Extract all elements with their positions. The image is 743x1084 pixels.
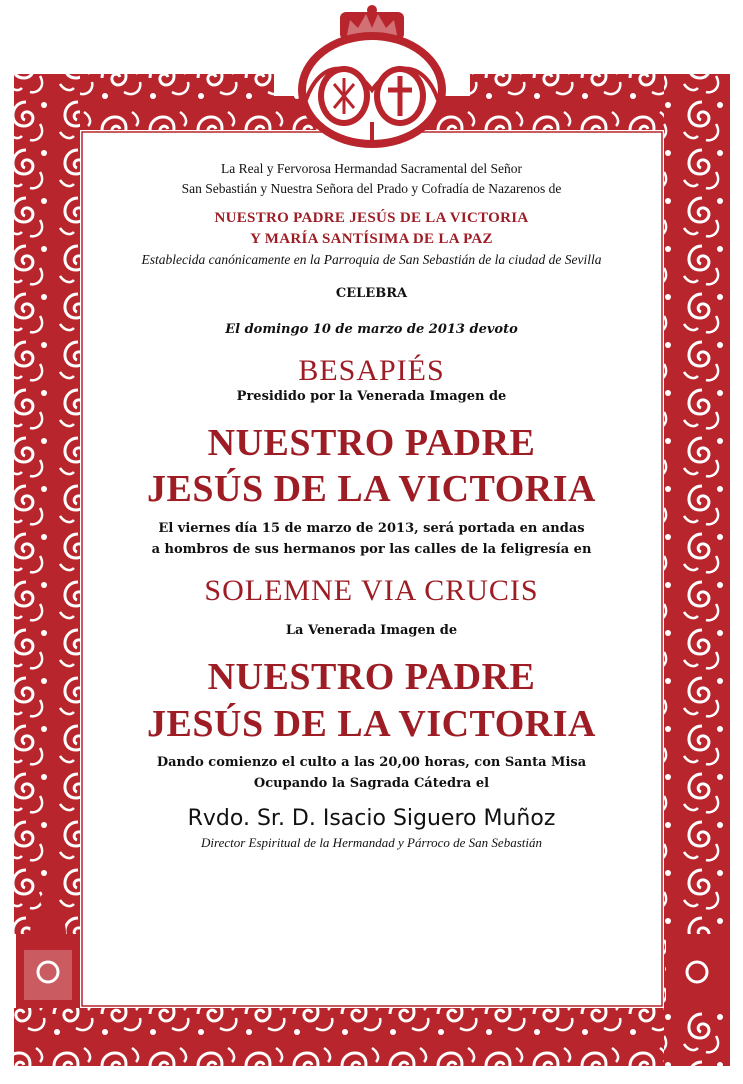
preacher-name: Rvdo. Sr. D. Isacio Siguero Muñoz (187, 806, 556, 832)
invitation-text (105, 160, 638, 852)
established-line: Establecida canónicamente en la Parroquia de San Sebastián de la ciudad de Sevilla (141, 251, 602, 267)
closing-line-1: Dando comienzo el culto a las 20,00 horas, con Santa Misa (156, 754, 587, 770)
viacrucis-line-1: El viernes día 15 de marzo de 2013, será portada en andas (158, 520, 585, 536)
brotherhood-title-1: NUESTRO PADRE JESÚS DE LA VICTORIA (214, 210, 529, 227)
image-name-3: NUESTRO PADRE (207, 656, 536, 699)
image-name-1: NUESTRO PADRE (207, 422, 536, 465)
preacher-role: Director Espiritual de la Hermandad y Párroco de San Sebastián (201, 835, 542, 851)
viacrucis-heading: SOLEMNE VIA CRUCIS (204, 574, 539, 608)
viacrucis-intro: La Venerada Imagen de (285, 623, 458, 639)
viacrucis-line-2: a hombros de sus hermanos por las calles de la feligresía en (151, 541, 592, 557)
date-line: El domingo 10 de marzo de 2013 devoto (225, 321, 518, 337)
header-line-2: San Sebastián y Nuestra Señora del Prado y Cofradía de Nazarenos de (181, 181, 562, 197)
closing-line-2: Ocupando la Sagrada Cátedra el (253, 775, 490, 791)
header-line-1: La Real y Fervorosa Hermandad Sacramental del Señor (220, 161, 522, 176)
presided-line: Presidido por la Venerada Imagen de (236, 389, 507, 405)
image-name-2: JESÚS DE LA VICTORIA (147, 468, 596, 511)
image-name-4: JESÚS DE LA VICTORIA (147, 702, 596, 745)
besapies-heading: BESAPIÉS (298, 354, 445, 388)
flower-vase-icon (666, 934, 728, 1008)
hermandad-crest-icon (298, 5, 446, 148)
celebra-label: CELEBRA (335, 286, 408, 302)
brotherhood-title-2: Y MARÍA SANTÍSIMA DE LA PAZ (250, 230, 493, 247)
